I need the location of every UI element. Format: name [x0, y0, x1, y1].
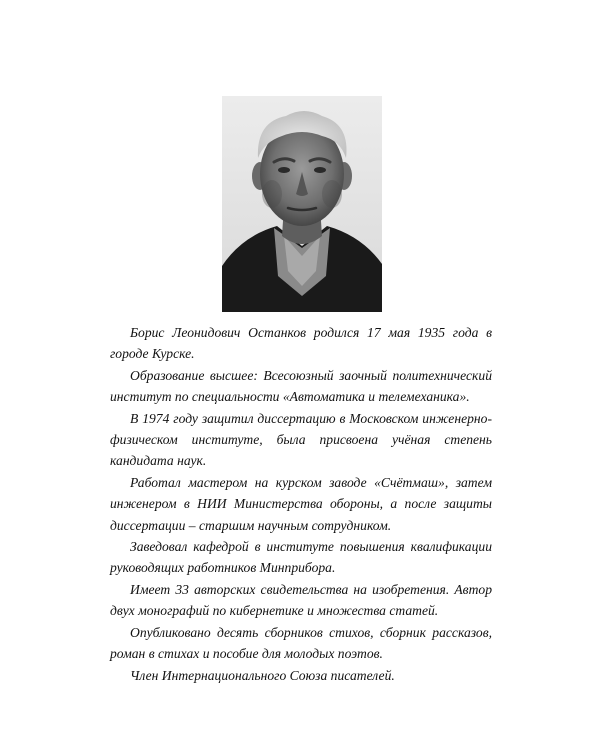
bio-paragraph-publications: Опубликовано десять сборников стихов, сборник рассказов, роман в стихах и пособие для молодых поэтов. [110, 624, 492, 662]
bio-paragraph-membership: Член Интернационального Союза писателей. [130, 667, 395, 683]
bio-paragraph-department: Заведовал кафедрой в институте повышения квалификации руководящих работников Минприбора. [110, 539, 492, 576]
portrait-photo-icon [222, 96, 382, 312]
bio-paragraph-dissertation: В 1974 году защитил диссертацию в Московском инженерно-физическом институте, была присвоена учёная степень кандидата наук. [110, 410, 492, 469]
bio-paragraph-career: Работал мастером на курском заводе «Счётмаш», затем инженером в НИИ Министерства обороны, а после защиты диссертации – старшим научным сотрудником. [110, 474, 492, 533]
bio-paragraph-inventions: Имеет 33 авторских свидетельства на изобретения. Автор двух монографий по кибернетике и множества статей. [110, 581, 492, 619]
bio-paragraph-birth: Борис Леонидович Останков родился 17 мая 1935 года в городе Курске. [110, 325, 492, 362]
bio-paragraph-education: Образование высшее: Всесоюзный заочный политехнический институт по специальности «Автоматика и телемеханика». [110, 367, 492, 405]
author-portrait [222, 96, 382, 312]
biography-text [110, 322, 492, 686]
